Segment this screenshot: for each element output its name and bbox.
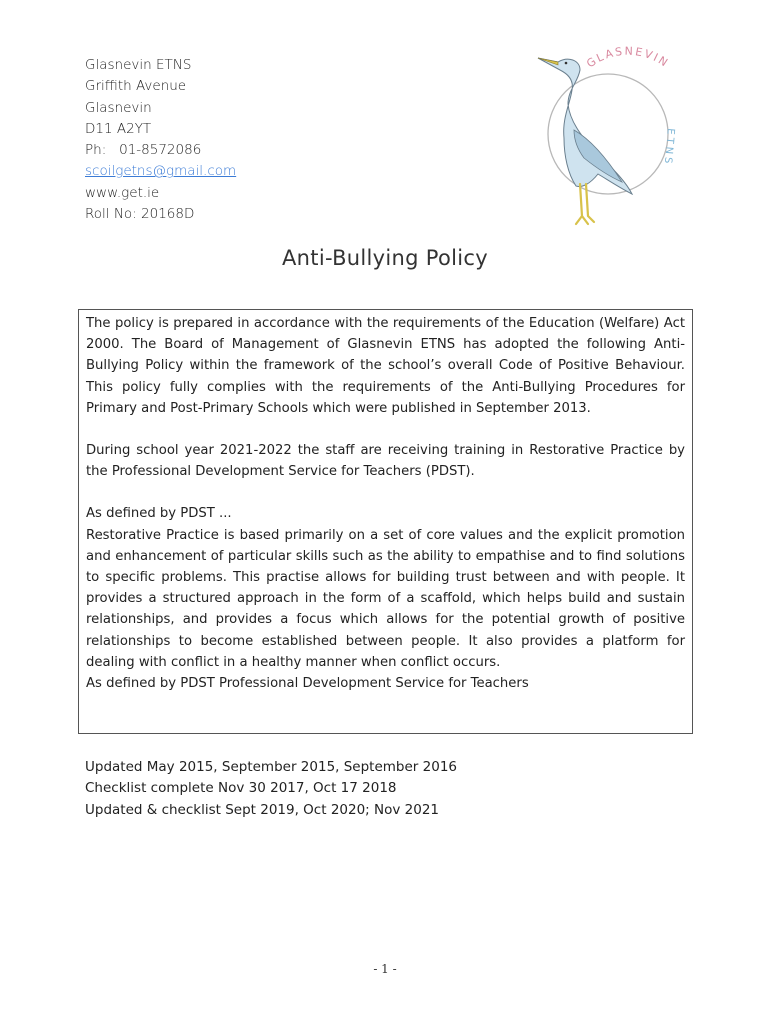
policy-paragraph-1: The policy is prepared in accordance with the requirements of the Education (Welfare) Act 2000. The Board of Management of Glasnevin ETNS has adopted the following Anti-Bullying Policy within the framework of the school’s overall Code of Positive Behaviour. This policy fully complies with the requirements of the Anti-Bullying Procedures for Primary and Post-Primary Schools which were published in September 2013. — [86, 316, 685, 416]
school-name: Glasnevin ETNS — [85, 57, 192, 73]
school-email-link[interactable]: scoilgetns@gmail.com — [85, 163, 237, 180]
school-phone: Ph: 01-8572086 — [85, 142, 202, 159]
update-line: Updated & checklist Sept 2019, Oct 2020; Nov 2021 — [85, 801, 440, 818]
policy-intro-box — [78, 309, 693, 734]
policy-paragraph-3-source: As defined by PDST Professional Development Service for Teachers — [86, 676, 529, 692]
page-title: Anti-Bullying Policy — [282, 246, 488, 270]
page-number: - 1 - — [373, 962, 397, 976]
school-street: Griffith Avenue — [85, 78, 187, 95]
school-logo — [528, 46, 688, 231]
school-postcode: D11 A2YT — [85, 120, 152, 137]
school-area: Glasnevin — [85, 99, 152, 116]
logo-text-glasnevin: GLASNEVIN — [584, 46, 672, 71]
update-line: Updated May 2015, September 2015, September 2016 — [85, 759, 458, 775]
school-website: www.get.ie — [85, 184, 160, 201]
update-line: Checklist complete Nov 30 2017, Oct 17 2018 — [85, 780, 397, 797]
policy-paragraph-3-body: Restorative Practice is based primarily on a set of core values and the explicit promotion and enhancement of particular skills such as the ability to empathise and to find solutions to specific problems. This practise allows for building trust between and with people. It provides a structured approach in the form of a scaffold, which helps build and sustain relationships, and provides a focus which allows for the potential growth of positive relationships to become established between people. It also provides a platform for dealing with conflict in a healthy manner when conflict occurs. — [86, 527, 685, 670]
policy-paragraph-3-intro: As defined by PDST ... — [86, 506, 232, 522]
school-roll-number: Roll No: 20168D — [85, 206, 195, 223]
logo-text-etns: ETNS — [661, 127, 676, 167]
update-history — [85, 757, 457, 821]
school-address — [85, 55, 236, 225]
policy-paragraph-2: During school year 2021-2022 the staff are receiving training in Restorative Practice by the Professional Development Service for Teachers (PDST). — [86, 443, 685, 480]
